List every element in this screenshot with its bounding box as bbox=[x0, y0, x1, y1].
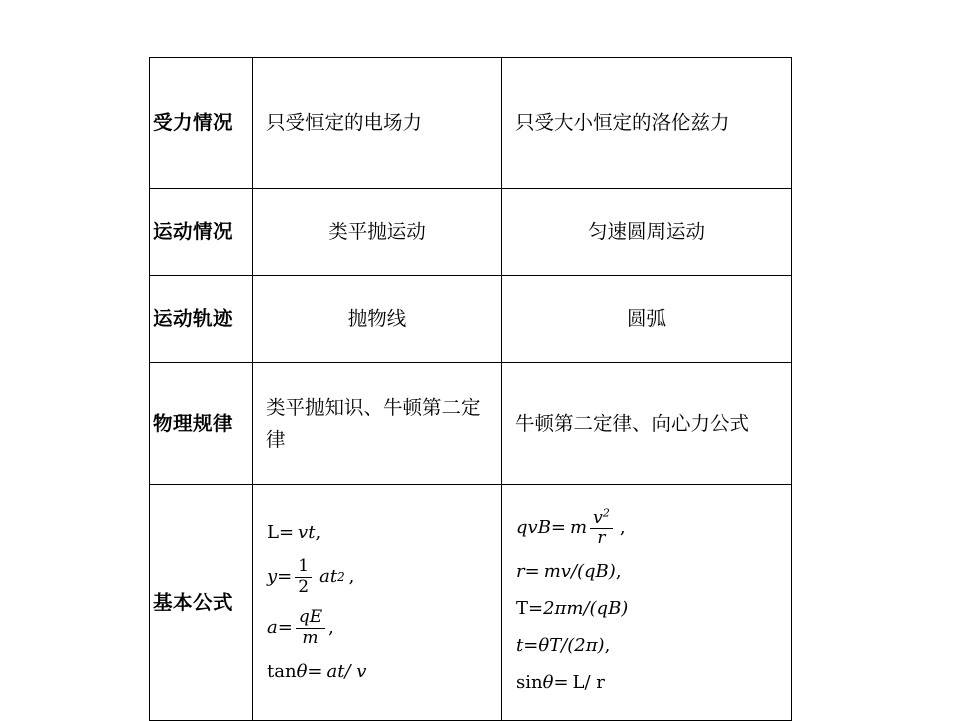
formula-equals: = bbox=[524, 561, 540, 583]
formula-list-magnetic bbox=[502, 503, 791, 703]
formula-punct: , bbox=[348, 565, 355, 587]
formula-rhs: θT/(2π) bbox=[538, 635, 605, 657]
formula-rhs: L/ r bbox=[572, 672, 605, 694]
fraction-numerator-base: v bbox=[593, 507, 603, 528]
cell-trajectory-electric: 抛物线 bbox=[253, 276, 502, 363]
fraction-denominator: m bbox=[302, 627, 319, 648]
row-label-force: 受力情况 bbox=[150, 58, 253, 189]
table-row bbox=[150, 485, 792, 721]
formula-rhs: vt bbox=[298, 521, 316, 543]
formula-equals: = bbox=[307, 660, 323, 682]
formula-coefficient: m bbox=[570, 517, 588, 539]
table-row bbox=[150, 189, 792, 276]
formula-rhs: at/ v bbox=[326, 660, 367, 682]
row-label-law: 物理规律 bbox=[150, 363, 253, 485]
formula-equals: = bbox=[553, 672, 569, 694]
formula-lhs: L bbox=[267, 521, 279, 543]
formula-lhs: y bbox=[267, 565, 278, 587]
comparison-table bbox=[149, 57, 792, 721]
cell-formulas-electric bbox=[253, 485, 502, 721]
formula-sin-theta-equals-L-over-r bbox=[516, 669, 791, 699]
table-row bbox=[150, 276, 792, 363]
cell-motion-magnetic: 匀速圆周运动 bbox=[502, 189, 792, 276]
cell-force-electric: 只受恒定的电场力 bbox=[253, 58, 502, 189]
formula-T-equals-2pim-over-qB bbox=[516, 595, 791, 625]
formula-lhs: a bbox=[267, 616, 278, 638]
table-row bbox=[150, 363, 792, 485]
row-label-formulas: 基本公式 bbox=[150, 485, 253, 721]
row-label-motion: 运动情况 bbox=[150, 189, 253, 276]
formula-a-equals-qE-over-m bbox=[267, 606, 501, 650]
formula-tan-theta-equals-at-over-v bbox=[267, 657, 501, 687]
cell-motion-electric: 类平抛运动 bbox=[253, 189, 502, 276]
formula-equals: = bbox=[550, 517, 567, 539]
fraction-denominator: r bbox=[597, 528, 606, 548]
fraction-qE-over-m bbox=[296, 609, 325, 647]
formula-punct: , bbox=[604, 635, 611, 657]
cell-law-magnetic: 牛顿第二定律、向心力公式 bbox=[502, 363, 792, 485]
formula-punct: , bbox=[619, 517, 626, 539]
formula-list-electric bbox=[253, 514, 501, 691]
formula-punct: , bbox=[315, 521, 322, 543]
cell-law-electric: 类平抛知识、牛顿第二定律 bbox=[253, 363, 502, 485]
cell-trajectory-magnetic: 圆弧 bbox=[502, 276, 792, 363]
formula-rhs: at bbox=[319, 565, 338, 587]
fraction-numerator: qE bbox=[296, 609, 325, 628]
row-label-trajectory: 运动轨迹 bbox=[150, 276, 253, 363]
formula-equals: = bbox=[528, 598, 544, 620]
formula-equals: = bbox=[278, 521, 295, 543]
fraction-v2-over-r bbox=[590, 506, 613, 548]
formula-qvB-equals-mv2-over-r bbox=[516, 507, 791, 551]
formula-r-equals-mv-over-qB bbox=[516, 558, 791, 588]
formula-equals: = bbox=[277, 616, 293, 638]
formula-equals: = bbox=[523, 635, 539, 657]
formula-t-equals-thetaT-over-2pi bbox=[516, 632, 791, 662]
formula-theta: θ bbox=[542, 672, 554, 694]
formula-equals: = bbox=[277, 565, 293, 587]
formula-rhs: 2πm/(qB) bbox=[543, 598, 629, 620]
formula-L-equals-vt bbox=[267, 518, 501, 548]
table-row bbox=[150, 58, 792, 189]
formula-lhs: T bbox=[516, 598, 529, 620]
fraction-numerator-exponent: 2 bbox=[602, 506, 610, 520]
cell-force-magnetic: 只受大小恒定的洛伦兹力 bbox=[502, 58, 792, 189]
formula-lhs: t bbox=[516, 635, 524, 657]
fraction-numerator: 1 bbox=[295, 558, 312, 577]
cell-formulas-magnetic bbox=[502, 485, 792, 721]
formula-y-equals-half-at2: y = $\frac{1}{2}$ at 2 , bbox=[267, 556, 355, 597]
formula-punct: , bbox=[615, 561, 622, 583]
fraction-denominator: 2 bbox=[298, 576, 310, 597]
fraction-numerator bbox=[590, 506, 613, 529]
formula-lhs: qvB bbox=[516, 517, 551, 539]
formula-function-name: tan bbox=[267, 660, 297, 682]
formula-rhs: mv/(qB) bbox=[543, 561, 616, 583]
formula-function-name: sin bbox=[516, 672, 543, 694]
formula-theta: θ bbox=[296, 660, 308, 682]
formula-punct: , bbox=[328, 616, 334, 638]
formula-lhs: r bbox=[516, 561, 525, 583]
fraction-one-half bbox=[295, 558, 312, 596]
